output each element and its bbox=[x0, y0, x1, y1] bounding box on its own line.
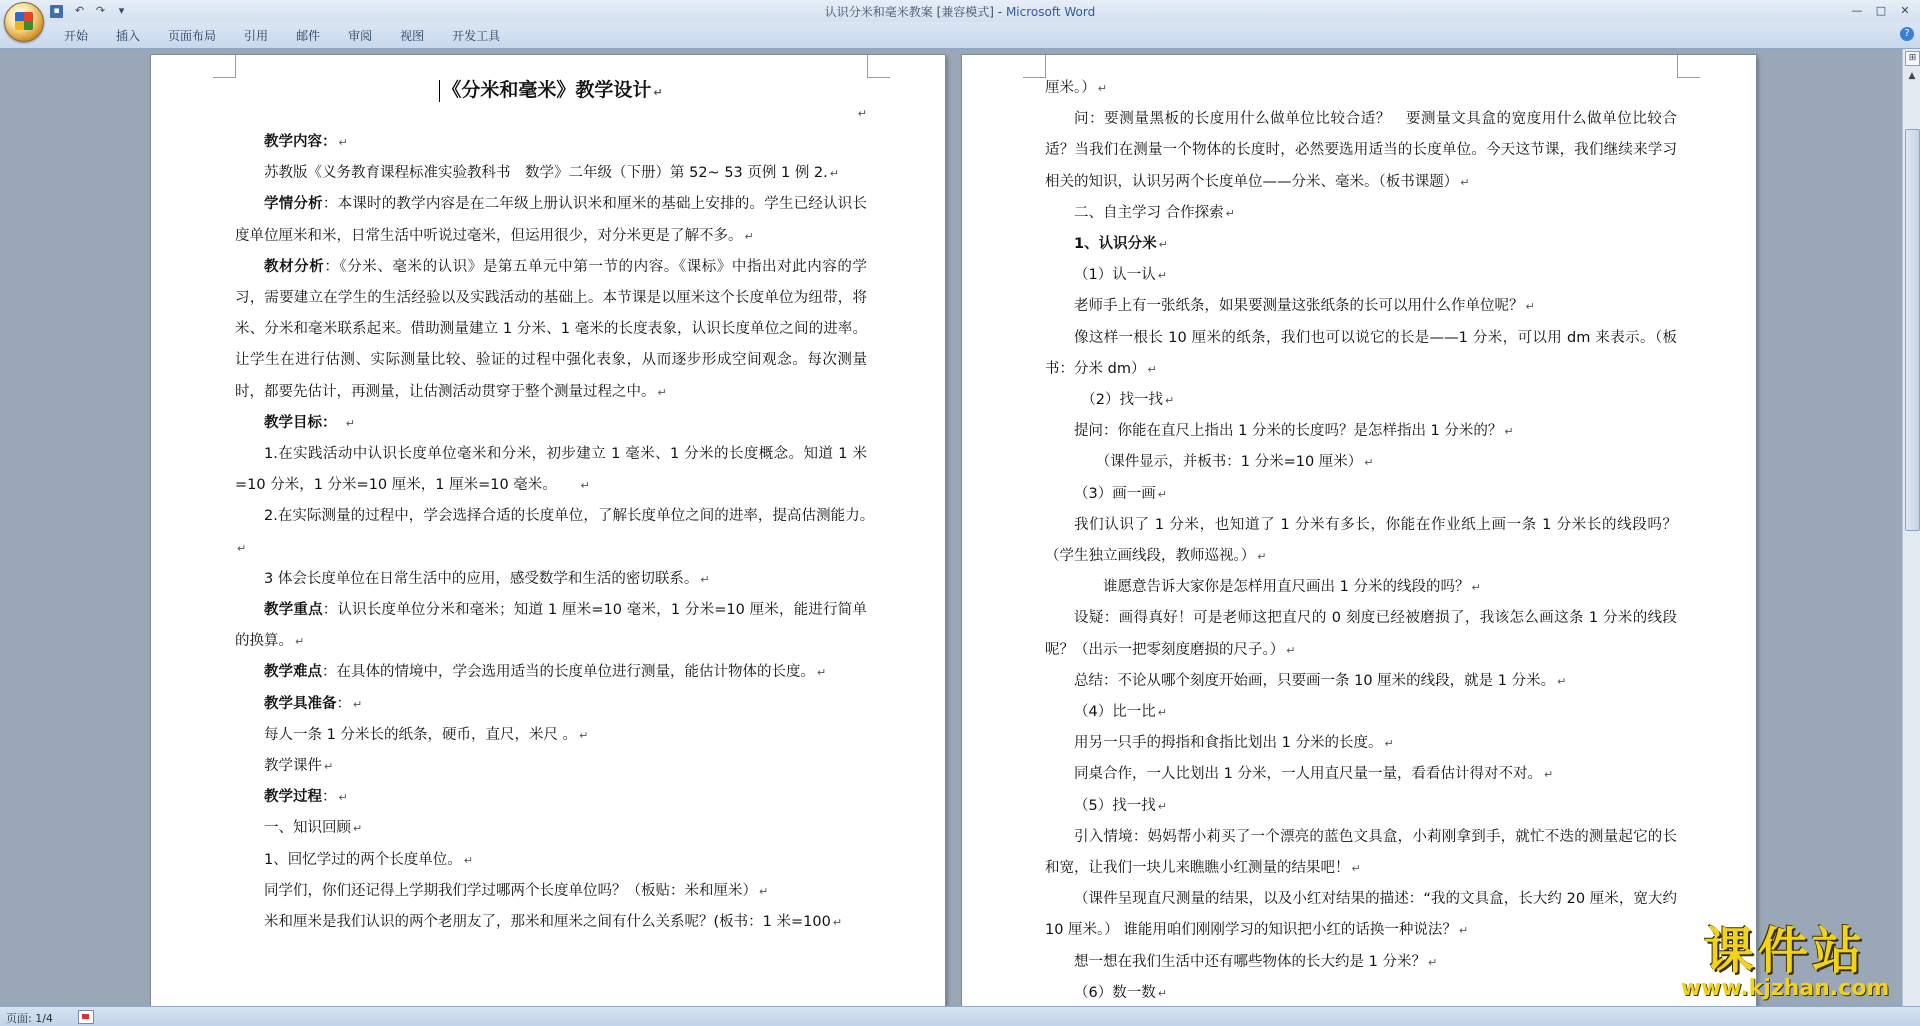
paragraph-mark: ↵ bbox=[759, 884, 769, 898]
document-page-2[interactable] bbox=[962, 55, 1756, 1006]
paragraph-mark: ↵ bbox=[653, 86, 663, 99]
office-button[interactable] bbox=[4, 2, 44, 42]
paragraph-text: 1.在实践活动中认识长度单位毫米和分米，初步建立 1 毫米、1 分米的长度概念。知道 1 米=10 分米，1 分米=10 厘米，1 厘米=10 毫米。 bbox=[235, 446, 867, 494]
doc-title bbox=[235, 73, 867, 107]
ruler-toggle-icon[interactable]: ⊞ bbox=[1905, 51, 1920, 66]
paragraph bbox=[1045, 416, 1677, 447]
paragraph-mark: ↵ bbox=[1225, 206, 1235, 220]
paragraph-mark: ↵ bbox=[338, 136, 348, 149]
paragraph-mark: ↵ bbox=[1164, 394, 1175, 408]
paragraph-mark: ↵ bbox=[1257, 550, 1267, 564]
paragraph bbox=[235, 564, 867, 595]
paragraph-mark: ↵ bbox=[1504, 425, 1514, 439]
paragraph-text: ：本课时的教学内容是在二年级上册认识米和厘米的基础上安排的。学生已经认识长度单位厘米和米，日常生活中听说过毫米，但运用很少，对分米更是了解不多。 bbox=[235, 196, 868, 244]
empty-paragraph bbox=[235, 107, 867, 127]
paragraph-text: 二、自主学习 合作探索 bbox=[1074, 204, 1224, 221]
close-button[interactable]: ✕ bbox=[1900, 4, 1910, 17]
paragraph-text: （6）数一数 bbox=[1074, 984, 1156, 1001]
paragraph-mark: ↵ bbox=[579, 728, 589, 742]
paragraph-mark: ↵ bbox=[1543, 768, 1554, 782]
paragraph-text: 引入情境：妈妈帮小莉买了一个漂亮的蓝色文具盒，小莉刚拿到手，就忙不迭的测量起它的长和宽，让我们一块儿来瞧瞧小红测量的结果吧！ bbox=[1045, 828, 1677, 877]
paragraph-mark: ↵ bbox=[1157, 706, 1167, 720]
paragraph-mark: ↵ bbox=[1351, 862, 1361, 876]
paragraph bbox=[1045, 791, 1677, 822]
paragraph bbox=[235, 689, 867, 720]
scroll-up-icon[interactable]: ▲ bbox=[1908, 71, 1916, 81]
paragraph-mark: ↵ bbox=[1384, 737, 1394, 751]
paragraph bbox=[1045, 697, 1677, 728]
paragraph-text: 谁愿意告诉大家你是怎样用直尺画出 1 分米的线段的吗？ bbox=[1074, 579, 1470, 596]
paragraph-mark: ↵ bbox=[1157, 269, 1167, 283]
tab-insert[interactable]: 插入 bbox=[116, 29, 141, 43]
page-1-text bbox=[235, 73, 882, 938]
paragraph-text: 用另一只手的拇指和食指比划出 1 分米的长度。 bbox=[1074, 735, 1383, 752]
paragraph-mark: ↵ bbox=[1557, 674, 1567, 688]
paragraph-text: 提问：你能在直尺上指出 1 分米的长度吗？是怎样指出 1 分米的？ bbox=[1074, 423, 1503, 440]
paragraph bbox=[235, 189, 867, 251]
paragraph bbox=[235, 127, 867, 158]
paragraph-heading: 教学具准备 bbox=[264, 695, 337, 712]
paragraph bbox=[1045, 666, 1677, 697]
title-bar bbox=[0, 0, 1920, 22]
paragraph-mark: ↵ bbox=[829, 167, 839, 181]
page-indicator[interactable]: 页面: 1/4 bbox=[6, 1012, 53, 1025]
paragraph-text: 总结：不论从哪个刻度开始画，只要画一条 10 厘米的线段，就是 1 分米。 bbox=[1074, 672, 1556, 689]
paragraph-mark: ↵ bbox=[345, 416, 355, 430]
save-icon: ▪ bbox=[50, 5, 63, 18]
paragraph-text: 我们认识了 1 分米，也知道了 1 分米有多长，你能在作业纸上画一条 1 分米长的线段吗？（学生独立画线段，教师巡视。） bbox=[1045, 516, 1677, 565]
vertical-scrollbar[interactable] bbox=[1902, 49, 1920, 1006]
paragraph-text: （1）认一认 bbox=[1074, 267, 1156, 284]
paragraph-mark: ↵ bbox=[1157, 799, 1167, 813]
margin-mark bbox=[1677, 55, 1700, 78]
paragraph bbox=[1045, 884, 1677, 946]
paragraph-text: 米和厘米是我们认识的两个老朋友了，那米和厘米之间有什么关系呢？(板书：1 米=100 bbox=[264, 914, 831, 931]
paragraph-text: 设疑：画得真好！可是老师这把直尺的 0 刻度已经被磨损了，我该怎么画这条 1 分米的线段呢？（出示一把零刻度磨损的尺子。） bbox=[1045, 610, 1677, 658]
dropdown-icon: ▾ bbox=[118, 4, 125, 17]
paragraph-text: 2.在实际测量的过程中，学会选择合适的长度单位，了解长度单位之间的进率，提高估测能力。 bbox=[264, 508, 882, 525]
maximize-button[interactable]: □ bbox=[1875, 4, 1887, 17]
paragraph-mark: ↵ bbox=[857, 107, 867, 120]
paragraph bbox=[235, 657, 867, 688]
paragraph-text: 想一想在我们生活中还有哪些物体的长大约是 1 分米？ bbox=[1074, 953, 1426, 970]
paragraph-heading: 教学内容： bbox=[264, 134, 337, 150]
document-page-1[interactable] bbox=[151, 55, 945, 1006]
document-name: 认识分米和毫米教案 [兼容模式] - bbox=[824, 5, 1003, 19]
ribbon-tabs bbox=[50, 27, 514, 45]
paragraph-text: （2）找一找 bbox=[1074, 392, 1163, 409]
paragraph-mark: ↵ bbox=[1286, 643, 1296, 657]
paragraph bbox=[1045, 510, 1677, 572]
paragraph bbox=[1045, 291, 1677, 322]
paragraph bbox=[1045, 978, 1677, 1006]
paragraph-mark: ↵ bbox=[237, 541, 247, 555]
ribbon-tab-bar bbox=[0, 22, 1920, 49]
paragraph-text: ：认识长度单位分米和毫米；知道 1 厘米=10 毫米，1 分米=10 厘米，能进行简单的换算。 bbox=[235, 602, 868, 650]
paragraph-mark: ↵ bbox=[1460, 175, 1470, 189]
paragraph-heading: 教学重点 bbox=[264, 602, 323, 619]
paragraph bbox=[235, 720, 867, 751]
scroll-thumb[interactable] bbox=[1905, 129, 1920, 531]
paragraph bbox=[235, 595, 867, 657]
paragraph bbox=[235, 813, 867, 844]
paragraph-text: （4）比一比 bbox=[1074, 704, 1156, 721]
paragraph-text bbox=[329, 415, 344, 431]
paragraph-text: 同学们，你们还记得上学期我们学过哪两个长度单位吗？（板贴：米和厘米） bbox=[264, 882, 757, 899]
undo-icon: ↶ bbox=[74, 4, 85, 17]
paragraph-mark: ↵ bbox=[1525, 300, 1535, 314]
page-2-text bbox=[1045, 73, 1677, 1006]
paragraph-text: 教学课件 bbox=[264, 758, 322, 775]
tab-home[interactable]: 开始 bbox=[64, 29, 89, 43]
page-1-body bbox=[235, 127, 882, 938]
paragraph-mark: ↵ bbox=[1157, 986, 1167, 1000]
paragraph bbox=[235, 252, 867, 408]
paragraph bbox=[235, 907, 867, 938]
paragraph bbox=[1045, 447, 1677, 478]
tab-developer[interactable]: 开发工具 bbox=[452, 29, 501, 43]
page-2-body bbox=[1045, 73, 1677, 1006]
paragraph-mark: ↵ bbox=[1458, 924, 1469, 938]
paragraph bbox=[1045, 947, 1677, 978]
tab-references[interactable]: 引用 bbox=[244, 29, 269, 43]
tab-review[interactable]: 审阅 bbox=[348, 29, 373, 43]
paragraph bbox=[1045, 728, 1677, 759]
tab-view[interactable]: 视图 bbox=[400, 29, 425, 43]
paragraph bbox=[1045, 385, 1677, 416]
paragraph-text: 1、回忆学过的两个长度单位。 bbox=[264, 851, 462, 868]
doc-title-text: 《分米和毫米》教学设计 bbox=[442, 79, 652, 101]
paragraph bbox=[1045, 260, 1677, 291]
watermark-url: www.kjzhan.com bbox=[1680, 976, 1890, 1001]
paragraph-text: ：在具体的情境中，学会选用适当的长度单位进行测量，能估计物体的长度。 bbox=[322, 664, 815, 681]
paragraph-mark: ↵ bbox=[744, 229, 754, 243]
proofing-icon[interactable] bbox=[78, 1010, 94, 1024]
paragraph-mark: ↵ bbox=[700, 572, 710, 586]
paragraph bbox=[235, 782, 867, 813]
paragraph bbox=[235, 408, 867, 439]
paragraph-text: ：《分米、毫米的认识》是第五单元中第一节的内容。《课标》中指出对此内容的学习，需要建立在学生的生活经验以及实践活动的基础上。本节课是以厘米这个长度单位为纽带，将米、分米和毫米联系起来。借助测量建立 1 分米、1 毫米的长度表象，认识长度单位之间的进率。让学生在进行估测、实际测量比较、验证的过程中强化表象，从而逐步形成空间观念。每次测量时，都要先估计，再测量，让估测活动贯穿于整个测量过程之中。 bbox=[235, 258, 868, 400]
tab-mailings[interactable]: 邮件 bbox=[296, 29, 321, 43]
paragraph-text: 老师手上有一张纸条，如果要测量这张纸条的长可以用什么作单位呢？ bbox=[1074, 298, 1524, 315]
paragraph-text: （3）画一画 bbox=[1074, 485, 1156, 502]
paragraph-text: （5）找一找 bbox=[1074, 797, 1156, 814]
paragraph-mark: ↵ bbox=[324, 760, 334, 774]
paragraph-mark: ↵ bbox=[817, 666, 827, 680]
paragraph-mark: ↵ bbox=[832, 916, 843, 930]
paragraph bbox=[1045, 229, 1677, 260]
paragraph bbox=[1045, 603, 1677, 665]
paragraph bbox=[1045, 822, 1677, 884]
status-bar bbox=[0, 1006, 1920, 1026]
paragraph-mark: ↵ bbox=[1097, 82, 1107, 95]
window-title bbox=[0, 3, 1920, 20]
paragraph-mark: ↵ bbox=[463, 853, 473, 867]
paragraph-mark: ↵ bbox=[657, 385, 667, 399]
paragraph-text: 同桌合作，一人比划出 1 分米，一人用直尺量一量，看看估计得对不对。 bbox=[1074, 766, 1542, 783]
paragraph-mark: ↵ bbox=[1364, 456, 1374, 470]
paragraph bbox=[1045, 759, 1677, 790]
margin-mark bbox=[213, 55, 236, 78]
paragraph bbox=[235, 845, 867, 876]
paragraph-mark: ↵ bbox=[1427, 955, 1438, 969]
paragraph bbox=[235, 501, 882, 563]
paragraph-text: 苏教版《义务教育课程标准实验教科书 数学》二年级（下册）第 52~ 53 页例 1 例 2. bbox=[264, 165, 828, 182]
paragraph-text: （课件呈现直尺测量的结果，以及小红对结果的描述：“我的文具盒，长大约 20 厘米，宽大约 10 厘米。） 谁能用咱们刚刚学习的知识把小红的话换一种说法？ bbox=[1045, 891, 1677, 939]
paragraph-text: 每人一条 1 分米长的纸条，硬币，直尺，米尺 。 bbox=[264, 726, 578, 743]
paragraph-text: 问：要测量黑板的长度用什么做单位比较合适？ 要测量文具盒的宽度用什么做单位比较合适？当我们在测量一个物体的长度时，必然要选用适当的长度单位。今天这节课，我们继续来学习相关的知识，认识另两个长度单位——分米、毫米。（板书课题） bbox=[1045, 111, 1677, 190]
margin-mark bbox=[1023, 55, 1046, 78]
paragraph-mark: ↵ bbox=[353, 697, 363, 711]
paragraph-text: 一、知识回顾 bbox=[264, 820, 351, 837]
paragraph-text: ： bbox=[322, 789, 337, 806]
paragraph-heading: 教学过程 bbox=[264, 789, 322, 806]
window-controls bbox=[1846, 2, 1916, 19]
paragraph-heading: 1、认识分米 bbox=[1074, 236, 1157, 253]
paragraph-text: 像这样一根长 10 厘米的纸条，我们也可以说它的长是——1 分米，可以用 dm 来表示。（板书：分米 dm） bbox=[1045, 329, 1677, 377]
paragraph bbox=[235, 439, 867, 501]
office-logo-icon bbox=[15, 12, 33, 30]
paragraph bbox=[1045, 572, 1677, 603]
paragraph-heading: 教学目标： bbox=[264, 414, 330, 431]
tab-page-layout[interactable]: 页面布局 bbox=[168, 29, 217, 43]
paragraph bbox=[1045, 323, 1677, 385]
document-area[interactable] bbox=[0, 49, 1902, 1006]
paragraph-text: 3 体会长度单位在日常生活中的应用，感受数学和生活的密切联系。 bbox=[264, 570, 699, 587]
paragraph bbox=[1045, 104, 1677, 198]
paragraph-heading: 教学难点 bbox=[264, 664, 322, 681]
paragraph bbox=[235, 158, 867, 189]
paragraph-mark: ↵ bbox=[353, 822, 363, 836]
paragraph bbox=[1045, 479, 1677, 510]
minimize-button[interactable]: — bbox=[1851, 4, 1863, 17]
paragraph-heading: 学情分析 bbox=[264, 196, 323, 213]
margin-mark bbox=[867, 55, 890, 78]
paragraph-heading: 教材分析 bbox=[264, 258, 325, 275]
app-name: Microsoft Word bbox=[1005, 5, 1096, 19]
paragraph-mark: ↵ bbox=[1471, 581, 1481, 595]
paragraph-text: （课件显示，并板书：1 分米=10 厘米） bbox=[1074, 454, 1363, 471]
redo-icon: ↷ bbox=[95, 4, 106, 17]
paragraph-text: ： bbox=[336, 695, 351, 712]
paragraph-mark: ↵ bbox=[580, 479, 590, 493]
watermark-logo bbox=[1670, 921, 1900, 1003]
paragraph-mark: ↵ bbox=[1158, 238, 1168, 252]
paragraph-text: 厘米。） bbox=[1045, 80, 1096, 96]
paragraph-mark: ↵ bbox=[1157, 487, 1167, 501]
paragraph-mark: ↵ bbox=[1147, 362, 1157, 376]
paragraph bbox=[1045, 73, 1677, 104]
paragraph bbox=[235, 751, 867, 782]
help-button[interactable]: ? bbox=[1900, 27, 1914, 41]
paragraph-mark: ↵ bbox=[295, 635, 305, 649]
text-cursor bbox=[439, 80, 440, 102]
watermark-text: 课件站 bbox=[1704, 921, 1866, 980]
paragraph bbox=[235, 876, 867, 907]
paragraph bbox=[1045, 198, 1677, 229]
paragraph-mark: ↵ bbox=[338, 791, 348, 805]
